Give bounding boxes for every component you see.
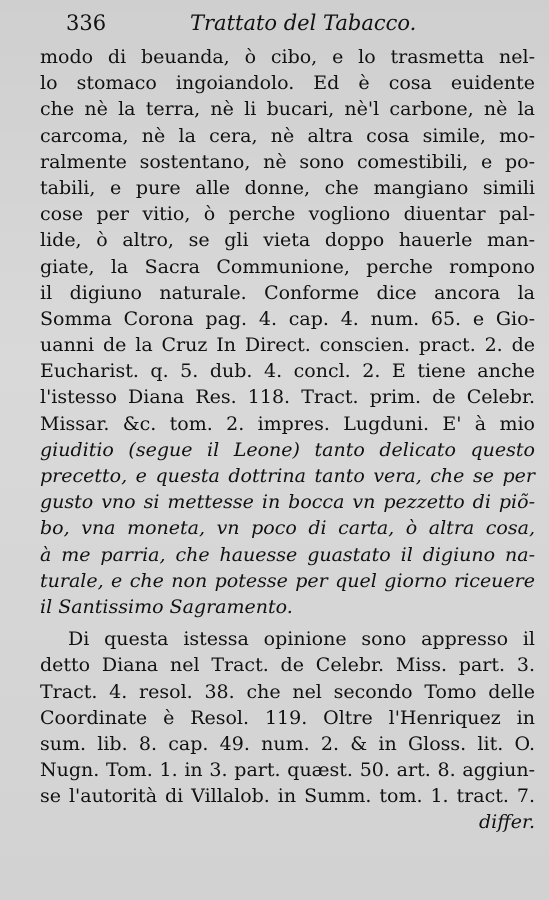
text-line: Somma Corona pag. 4. cap. 4. num. 65. e Gio-: [40, 307, 535, 330]
text-line: tabili, e pure alle donne, che mangiano simili: [40, 176, 535, 199]
text-line: carcoma, nè la cera, nè altra cosa simile, mo-: [40, 124, 535, 147]
text-line: Missar. &c. tom. 2. impres. Lugduni. E' à mio: [40, 412, 535, 435]
text-line: Di questa istessa opinione sono appresso il: [68, 628, 535, 651]
text-line: giate, la Sacra Communione, perche rompono: [40, 255, 535, 278]
text-line: Tract. 4. resol. 38. che nel secondo Tomo delle: [40, 680, 535, 703]
text-line: sum. lib. 8. cap. 49. num. 2. & in Gloss. lit. O.: [40, 732, 535, 755]
text-line: Nugn. Tom. 1. in 3. part. quæst. 50. art. 8. aggiun-: [40, 759, 535, 782]
text-line: il digiuno naturale. Conforme dice ancora la: [40, 281, 535, 304]
text-line: bo, vna moneta, vn poco di carta, ò altra cosa,: [40, 517, 535, 540]
text-line: uanni de la Cruz In Direct. conscien. pract. 2. de: [40, 334, 535, 357]
catchword: differ.: [479, 811, 535, 834]
text-line: gusto vno si mettesse in bocca vn pezzetto di piõ-: [40, 491, 535, 514]
text-line: lo stomaco ingoiandolo. Ed è cosa euidente: [40, 72, 535, 95]
text-line: giuditio (segue il Leone) tanto delicato questo: [40, 438, 535, 461]
text-line: lide, ò altro, se gli vieta doppo hauerle man-: [40, 229, 535, 252]
text-line: il Santissimo Sagramento.: [40, 595, 293, 618]
text-line: ralmente sostentano, nè sono comestibili, e po-: [40, 150, 535, 173]
text-line: Coordinate è Resol. 119. Oltre l'Henriquez in: [40, 706, 535, 729]
text-line: modo di beuanda, ò cibo, e lo trasmetta nel-: [40, 46, 535, 68]
text-line: cose per vitio, ò perche vogliono diuentar pal-: [40, 203, 535, 226]
text-line: se l'autorità di Villalob. in Summ. tom. 1. tract. 7.: [40, 785, 535, 808]
text-line: à me parria, che hauesse guastato il digiuno na-: [40, 543, 535, 566]
text-line: Eucharist. q. 5. dub. 4. concl. 2. E tiene anche: [40, 360, 535, 383]
page-number: 336: [66, 11, 107, 35]
text-line: detto Diana nel Tract. de Celebr. Miss. part. 3.: [40, 654, 535, 677]
page-header: [66, 8, 506, 38]
text-line: turale, e che non potesse per quel giorno riceuere: [40, 569, 535, 592]
running-title: Trattato del Tabacco.: [190, 11, 417, 35]
text-line: precetto, e questa dottrina tanto vera, che se per: [40, 465, 535, 487]
text-line: che nè la terra, nè li bucari, nè'l carbone, nè la: [40, 98, 535, 121]
page-body: [40, 44, 535, 836]
text-line: l'istesso Diana Res. 118. Tract. prim. de Celebr.: [40, 386, 535, 409]
